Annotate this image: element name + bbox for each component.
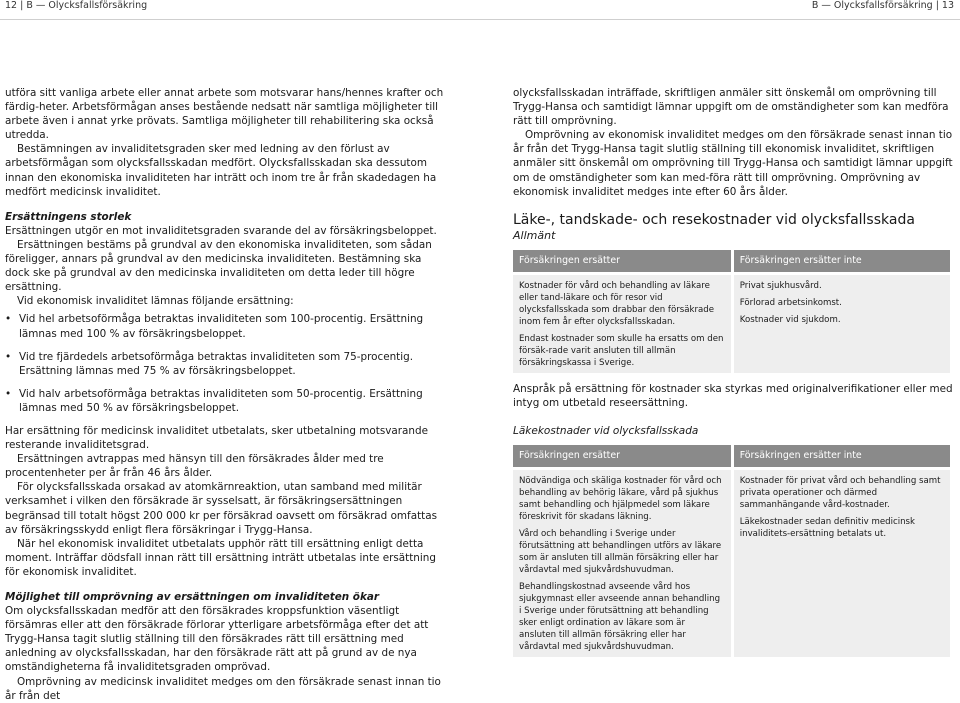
subheading-allmant: Allmänt	[513, 228, 556, 242]
left-paragraph-2: Bestämningen av invaliditetsgraden sker med ledning av den förlust av arbetsförmågan som olycksfallsskadan medfört. Olycksfallsskadan ska dessutom innan den ekonomiska invaliditeten har inträtt och inom tre år från skadedagen ha medfört medicinsk invaliditet.	[5, 143, 437, 198]
left-paragraph-11: Omprövning av medicinsk invaliditet medges om den försäkrade senast innan tio år från det	[5, 675, 441, 702]
left-column	[5, 86, 445, 703]
page-header-right: B — Olycksfallsförsäkring | 13	[811, 0, 954, 11]
left-paragraph-4: Ersättningen bestäms på grundval av den ekonomiska invaliditeten, som sådan föreligger, annars på grundval av den medicinska invaliditeten. Bestämning ska dock ske på grundval av den medicinska invaliditeten om detta leder till högre ersättning.	[5, 238, 432, 294]
table-cell-text: Förlorad arbetsinkomst.	[739, 297, 842, 308]
section-heading-ersattningens-storlek: Ersättningens storlek	[5, 210, 132, 223]
left-paragraph-3: Ersättningen utgör en mot invaliditetsgraden svarande del av försäkringsbeloppet.	[5, 224, 437, 237]
left-paragraph-1: utföra sitt vanliga arbete eller annat arbete som motsvarar hans/hennes krafter och färdig-heter. Arbetsförmågan anses bestående nedsatt när samtliga möjligheter till arbete även i annat yrke prövats. Samtliga möjligheter till rehabilitering ska också utredda.	[5, 87, 444, 142]
table-cell-text: Privat sjukhusvård.	[739, 280, 822, 291]
table-cell-text: Kostnader för vård och behandling av läkare eller tand-läkare och för resor vid olycksfallsskada som drabbar den försäkrade inom fem år efter olycksfallsskadan.	[519, 280, 715, 327]
table-cell-not-covered	[732, 469, 951, 658]
table-cell-text: Endast kostnader som skulle ha ersatts om den försäk-rade varit ansluten till allmän försäkringskassa i Sverige.	[519, 333, 724, 368]
table-cell-text: Nödvändiga och skäliga kostnader för vård och behandling av behörig läkare, vård på sjukhus samt behandling och hjälpmedel som läkare föreskrivit för skadans läkning.	[519, 476, 722, 523]
right-paragraph-1: olycksfallsskadan inträffade, skriftligen anmäler sitt önskemål om omprövning till Trygg-Hansa och samtidigt lämnar uppgift om de omständigheter som kan medföra rätt till omprövning.	[513, 87, 949, 128]
bullet-item: • Vid hel arbetsoförmåga betraktas invaliditeten som 100-procentig. Ersättning lämnas med 100 % av försäkringsbeloppet.	[5, 312, 445, 340]
page-header-left: 12 | B — Olycksfallsförsäkring	[5, 0, 148, 11]
section-heading-lakekostnader: Läke-, tandskade- och resekostnader vid olycksfallsskada	[513, 211, 915, 228]
left-paragraph-9: När hel ekonomisk invaliditet utbetalats upphör rätt till ersättning enligt detta moment. Inträffar dödsfall innan rätt till ersättning inträtt utbetalas inte ersättning för ekonomisk invaliditet.	[5, 537, 436, 578]
table-header-not-covered: Försäkringen ersätter inte	[732, 250, 951, 274]
coverage-table-medical	[513, 445, 953, 657]
table-cell-text: Kostnader för privat vård och behandling samt privata operationer och därmed sammanhängande vård-kostnader.	[739, 476, 941, 511]
compensation-bullet-list	[5, 312, 445, 415]
coverage-table-general	[513, 250, 953, 373]
subheading-lakekostnader-olycksfall: Läkekostnader vid olycksfallsskada	[513, 425, 699, 438]
bullet-item: • Vid tre fjärdedels arbetsoförmåga betraktas invaliditeten som 75-procentig. Ersättning lämnas med 75 % av försäkringsbeloppet.	[5, 350, 445, 378]
table-cell-covered	[513, 469, 732, 658]
left-paragraph-5: Vid ekonomisk invaliditet lämnas följande ersättning:	[17, 295, 294, 308]
table-cell-text: Läkekostnader sedan definitiv medicinsk invaliditets-ersättning betalats ut.	[739, 517, 915, 540]
left-paragraph-10: Om olycksfallsskadan medför att den försäkrades kroppsfunktion väsentligt försämras eller att den försäkrade förlorar ytterligare arbetsförmåga efter det att Trygg-Hansa tagit slutlig ställning till den försäkrades rätt till ersättning med anledning av olycksfallsskadan, har den försäkrade rätt att på grund av de nya omständigheterna få invaliditetsgraden omprövad.	[5, 605, 429, 674]
table-cell-text: Kostnader vid sjukdom.	[739, 314, 841, 325]
left-paragraph-7: Ersättningen avtrappas med hänsyn till den försäkrades ålder med tre procentenheter per år från 46 års ålder.	[5, 453, 384, 480]
header-divider	[0, 19, 960, 20]
table-cell-text: Behandlingskostnad avseende vård hos sjukgymnast eller avseende annan behandling i Sverige under förutsättning att behandling sker enligt ordination av läkare som är ansluten till allmän försäkring eller har vårdavtal med sjukvårdshuvudman.	[519, 582, 721, 653]
section-heading-omprovning: Möjlighet till omprövning av ersättningen om invaliditeten ökar	[5, 591, 379, 603]
right-paragraph-2: Omprövning av ekonomisk invaliditet medges om den försäkrade senast innan tio år från det Trygg-Hansa tagit slutlig ställning till ekonomisk invaliditet, skriftligen anmäler sitt önskemål om omprövning till Trygg-Hansa och samtidigt lämnar uppgift om de omständigheter som kan med-föra rätt till omprövning. Omprövning av ekonomisk invaliditet medges inte efter 60 års ålder.	[513, 129, 953, 198]
left-paragraph-6: Har ersättning för medicinsk invaliditet utbetalats, sker utbetalning motsvarande resterande invaliditetsgrad.	[5, 424, 428, 452]
table-cell-text: Vård och behandling i Sverige under förutsättning att behandlingen utförs av läkare som är ansluten till allmän försäkring eller har vårdavtal med sjukvårdshuvudman.	[519, 529, 722, 576]
table-cell-covered	[513, 273, 732, 373]
table-header-covered: Försäkringen ersätter	[513, 445, 732, 469]
table-header-not-covered: Försäkringen ersätter inte	[732, 445, 951, 469]
right-paragraph-3: Anspråk på ersättning för kostnader ska styrkas med originalverifikationer eller med intyg om utbetald reseersättning.	[513, 382, 953, 409]
right-column	[513, 86, 953, 657]
table-cell-not-covered	[732, 273, 951, 373]
left-paragraph-8: För olycksfallsskada orsakad av atomkärnreaktion, utan samband med militär verksamhet i vilken den försäkrade är sysselsatt, är försäkringsersättningen begränsad till totalt högst 200 000 kr per försäkrad oavsett om försäkrad omfattas av försäkringsskydd enligt flera försäkringar i Trygg-Hansa.	[5, 481, 438, 536]
bullet-item: • Vid halv arbetsoförmåga betraktas invaliditeten som 50-procentig. Ersättning lämnas med 50 % av försäkringsbeloppet.	[5, 387, 445, 415]
table-header-covered: Försäkringen ersätter	[513, 250, 732, 274]
